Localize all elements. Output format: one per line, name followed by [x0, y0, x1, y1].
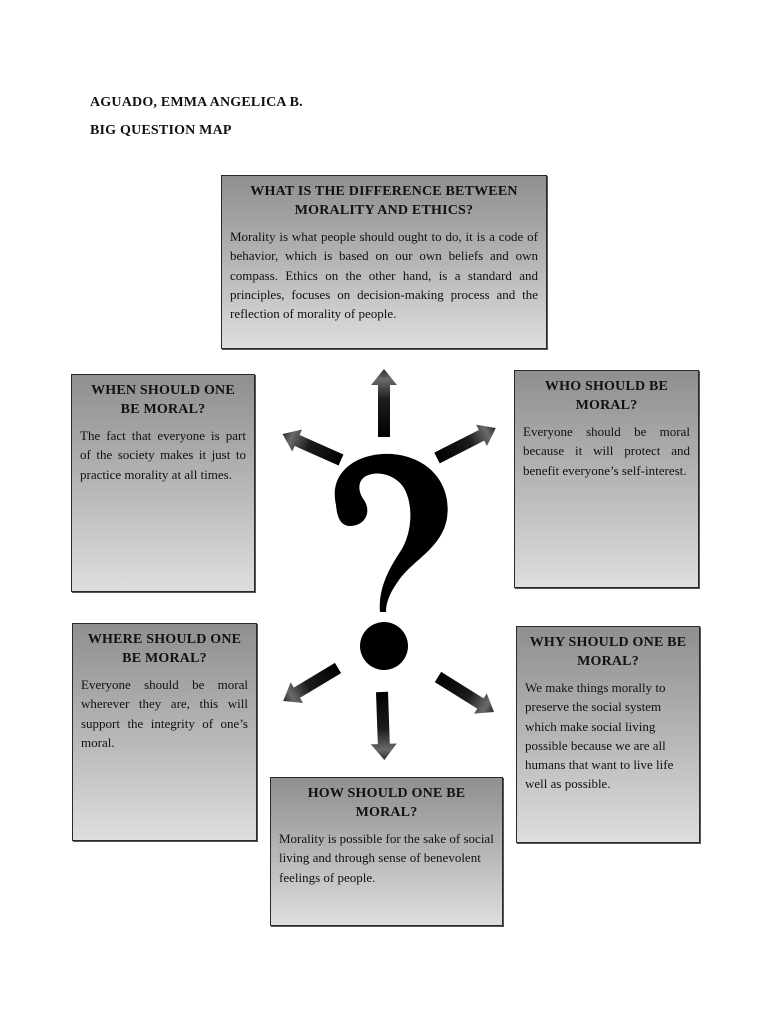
- box-when-body: The fact that everyone is part of the society makes it just to practice morality at all times.: [80, 428, 246, 482]
- box-where-body: Everyone should be moral wherever they are, this will support the integrity of one’s moral.: [81, 677, 248, 750]
- box-how: [270, 777, 503, 926]
- document-subtitle: BIG QUESTION MAP: [90, 123, 232, 138]
- box-why-title: WHY SHOULD ONE BE MORAL?: [529, 635, 687, 669]
- box-who-title: WHO SHOULD BE MORAL?: [544, 379, 669, 413]
- arrow-down-icon: [369, 692, 397, 761]
- author-name: AGUADO, EMMA ANGELICA B.: [90, 95, 303, 110]
- question-mark-dot: [360, 622, 408, 670]
- box-what-title: WHAT IS THE DIFFERENCE BETWEEN MORALITY AND ETHICS?: [250, 184, 518, 218]
- box-where: [72, 623, 257, 841]
- arrow-upper-left-icon: [278, 423, 346, 471]
- arrow-upper-right-icon: [432, 417, 502, 468]
- box-who-body: Everyone should be moral because it will protect and benefit everyone’s self-interest.: [523, 424, 690, 478]
- box-how-title: HOW SHOULD ONE BE MORAL?: [307, 786, 466, 820]
- arrow-up-icon: [371, 369, 397, 437]
- box-why-body: We make things morally to preserve the social system which make social living possible because we are all humans that want to live life well as possible.: [525, 680, 674, 792]
- box-when-title: WHEN SHOULD ONE BE MORAL?: [91, 383, 235, 417]
- box-when: [71, 374, 255, 592]
- box-why: [516, 626, 700, 843]
- box-where-title: WHERE SHOULD ONE BE MORAL?: [87, 632, 242, 666]
- box-how-body: Morality is possible for the sake of social living and through sense of benevolent feelings of people.: [279, 831, 494, 885]
- arrow-lower-left-icon: [277, 658, 344, 712]
- box-what-body: Morality is what people should ought to do, it is a code of behavior, which is based on our own beliefs and own compass. Ethics on the other hand, is a standard and principles, focuses on decision-making process and the reflection of morality of people.: [230, 229, 538, 322]
- question-mark-icon: [335, 454, 448, 612]
- box-what: [221, 175, 547, 349]
- box-who: [514, 370, 699, 588]
- arrow-lower-right-icon: [432, 667, 501, 722]
